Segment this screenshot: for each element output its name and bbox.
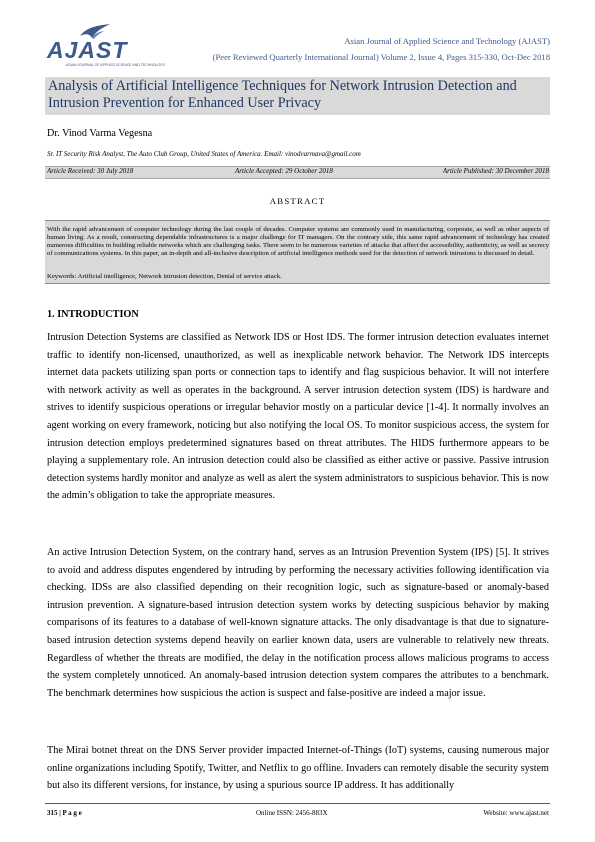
keywords: Keywords: Artificial intelligence, Network intrusion detection, Denial of service attack. [47, 273, 282, 280]
author-affiliation: Sr. IT Security Risk Analyst, The Auto Club Group, United States of America. Email: vinodvarmava@gmail.com [47, 150, 361, 158]
date-accepted: Article Accepted: 29 October 2018 [235, 167, 333, 175]
paper-title: Analysis of Artificial Intelligence Techniques for Network Intrusion Detection and Intrusion Prevention for Enhanced User Privacy [48, 78, 517, 111]
page-number [47, 809, 82, 817]
page-number-value: 315 [47, 809, 58, 817]
paragraph-2: An active Intrusion Detection System, on the contrary hand, serves as an Intrusion Prevention System (IPS) [5]. It strives to avoid and address disputes engendered by intruding by performing the necessary activities following identification via checking. IDSs are also classified depending on their recognition logic, such as signature-based or anomaly-based intrusion prevention. A signature-based intrusion detection system works by detecting suspicious behavior by making comparisons of its features to a database of well-known signature attacks. The only disadvantage is that due to signature-based intrusion detection systems depend heavily on earlier known data, users are vulnerable to relatively new threats. Regardless of whether the threats are modified, the delay in the notification process allows malicious programs to access the system completely unnoticed. An anomaly-based intrusion detection system compares the attributes to a benchmark. The benchmark determines how suspicious the action is suspect and false-positive are indeed a major issue. [47, 547, 549, 699]
website: Website: www.ajast.net [483, 809, 549, 817]
section-title: 1. INTRODUCTION [47, 309, 139, 320]
logo-subtext: ASIAN JOURNAL OF APPLIED SCIENCE AND TECHNOLOGY [66, 63, 166, 67]
abstract-text: With the rapid advancement of computer technology during the last couple of decades. Computer systems are commonly used in manufacturing, corporate, as well as other aspects of human living. As a result, constructing dependable infrastructures is a major challenge for IT managers. On the contrary side, this same rapid advancement of technology has created numerous difficulties in building reliable networks which are challenging tasks. There seem to be numerous varieties of attacks that affect the accessibility, authenticity, as well as secrecy of communications systems. In this paper, an in-depth and all-inclusive description of artificial intelligence methods used for the detection of network intrusions is discussed in detail. [47, 226, 549, 258]
journal-details: (Peer Reviewed Quarterly International Journal) Volume 2, Issue 4, Pages 315-330, Oct-Dec 2018 [212, 52, 550, 62]
page-label: | P a g e [59, 809, 82, 817]
abstract-heading: ABSTRACT [269, 196, 326, 206]
date-published: Article Published: 30 December 2018 [442, 167, 549, 175]
date-received: Article Received: 30 July 2018 [47, 167, 134, 175]
issn: Online ISSN: 2456-883X [256, 809, 328, 817]
footer-rule [45, 803, 550, 804]
journal-name: Asian Journal of Applied Science and Technology (AJAST) [344, 36, 550, 46]
paragraph-3: The Mirai botnet threat on the DNS Server provider impacted Internet-of-Things (IoT) systems, causing numerous major online organizations including Spotify, Twitter, and Netflix to go offline. Invaders can remotely disable the security system but also its different versions, for instance, by using a spurious source IP address. It has additionally [47, 745, 549, 792]
author-name: Dr. Vinod Varma Vegesna [47, 128, 153, 139]
logo-text: AJAST [47, 37, 128, 63]
paragraph-1: Intrusion Detection Systems are classified as Network IDS or Host IDS. The former intrusion detection evaluates internet traffic to identify non-licensed, unauthorized, as well as inexplicable network behavior. The Network IDS intercepts internet data packets utilizing span ports or connection taps to identify and flag suspicious behavior. It will not interfere with network activity as well as operates in the background. A server intrusion detection system (IDS) is hardware and strives to identify suspicious operations or irregular behavior mostly on a particular device [1-4]. It normally involves an agent working on every framework, noticing but also notifying the local OS. To monitor suspicious access, the system for intrusion detection employs predetermined signatures based on threat attributes. The HIDS furthermore appears to be playing a supplementary role. An intrusion detection could also be classified as either active or passive. Passive intrusion detection systems hardly monitor and analyze as well as alert the system administrators to suspicious behavior. This is now the admin’s obligation to take the appropriate measures. [47, 332, 549, 502]
